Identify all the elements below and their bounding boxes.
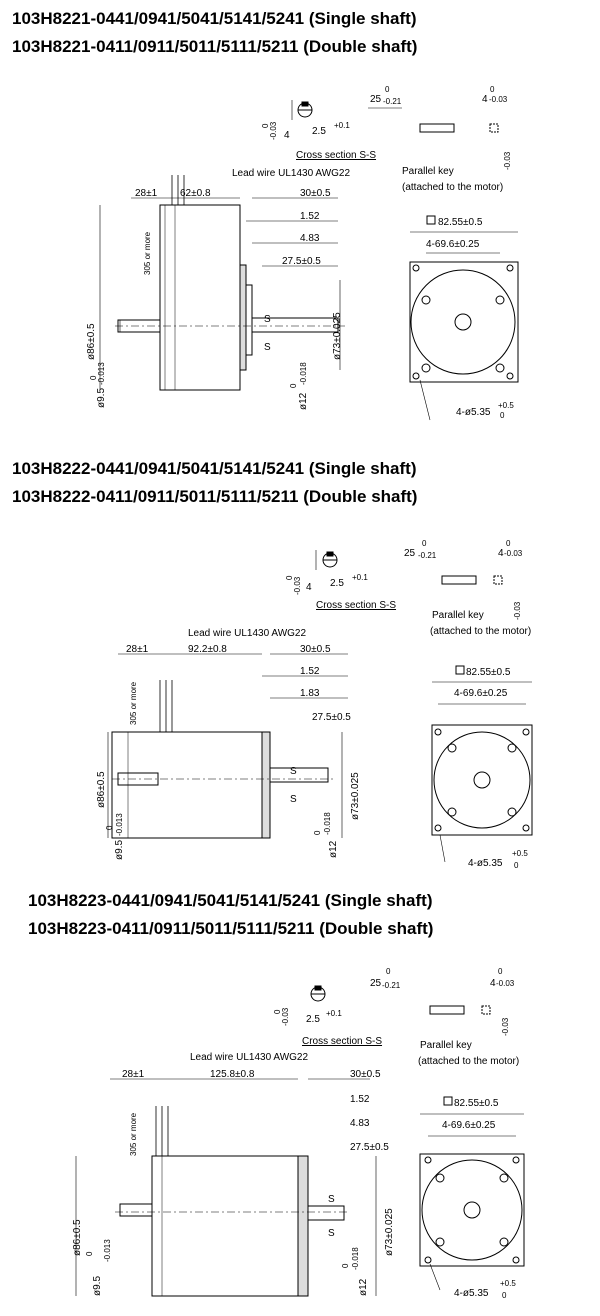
cross-section-view — [292, 100, 312, 120]
section-3-title-double: 103H8223-0411/0911/5011/5111/5211 (Double shaft) — [28, 919, 434, 938]
key-height-zero: 0 — [273, 1009, 282, 1014]
front-view — [410, 232, 518, 420]
mount-tol-top: +0.5 — [512, 849, 528, 858]
rear-shaft-dia: ø9.5 — [92, 1275, 103, 1296]
key-thk: 4 — [482, 94, 488, 105]
key-depth-tol: +0.1 — [326, 1009, 342, 1018]
key-height-zero: 0 — [261, 123, 270, 128]
key-length: 27.5±0.5 — [350, 1142, 389, 1153]
attached-label: (attached to the motor) — [418, 1056, 520, 1067]
body-length: 62±0.8 — [180, 188, 211, 199]
boss-depth: 1.83 — [300, 688, 320, 699]
key-thk-zero: 0 — [498, 967, 503, 976]
section-mark-lower: S — [328, 1228, 335, 1239]
rear-shaft-tol-top: 0 — [85, 1251, 94, 1256]
flange-square: 82.55±0.5 — [438, 217, 483, 228]
parallel-key-label: Parallel key — [432, 610, 484, 621]
shaft-tol-bot: -0.018 — [351, 1247, 360, 1270]
lead-drop: 305 or more — [143, 231, 152, 275]
pilot-diameter: ø73±0.025 — [332, 312, 343, 360]
hole-pitch: 4-69.6±0.25 — [442, 1120, 496, 1131]
key-depth-tol: +0.1 — [334, 121, 350, 130]
section-mark-upper: S — [290, 766, 297, 777]
hole-pitch: 4-69.6±0.25 — [454, 688, 508, 699]
motor-drawing-3 — [0, 876, 600, 1316]
rear-shaft-tol-bot: -0.013 — [97, 362, 106, 385]
drawing-section-3 — [0, 876, 600, 1316]
body-diameter: ø86±0.5 — [96, 771, 107, 808]
square-symbol — [456, 666, 464, 674]
mount-holes: 4-ø5.35 — [454, 1288, 489, 1299]
key-thk-tol: -0.03 — [504, 549, 523, 558]
lead-length: 28±1 — [122, 1069, 145, 1080]
key-length: 27.5±0.5 — [282, 256, 321, 267]
key-side-tol: -0.03 — [513, 601, 522, 620]
rear-shaft-tol-top: 0 — [105, 825, 114, 830]
key-width-tol: -0.21 — [382, 981, 401, 990]
body-length: 92.2±0.8 — [188, 644, 227, 655]
parallel-key-view — [442, 576, 502, 584]
rear-shaft-tol-bot: -0.013 — [115, 813, 124, 836]
key-height-label: 4 — [306, 582, 312, 593]
shaft-tol-top: 0 — [341, 1263, 350, 1268]
key-depth: 2.5 — [306, 1014, 320, 1025]
shaft-length: 30±0.5 — [350, 1069, 381, 1080]
key-height-tol: -0.03 — [293, 576, 302, 595]
drawing-section-2 — [0, 450, 600, 890]
front-view — [432, 682, 532, 862]
motor-drawing-1 — [0, 0, 600, 440]
key-width: 25 — [404, 548, 416, 559]
shaft-diameter: ø12 — [358, 1278, 369, 1296]
key-thk: 4 — [490, 978, 496, 989]
attached-label: (attached to the motor) — [430, 626, 532, 637]
shaft-length: 30±0.5 — [300, 644, 331, 655]
cross-section-label: Cross section S-S — [302, 1036, 383, 1047]
parallel-key-label: Parallel key — [420, 1040, 472, 1051]
side-view — [100, 175, 345, 390]
boss-depth: 4.83 — [300, 233, 320, 244]
body-diameter: ø86±0.5 — [86, 323, 97, 360]
section-mark-lower: S — [290, 794, 297, 805]
shaft-length: 30±0.5 — [300, 188, 331, 199]
key-side-tol: -0.03 — [503, 151, 512, 170]
key-length: 27.5±0.5 — [312, 712, 351, 723]
lead-drop: 305 or more — [129, 681, 138, 725]
mount-holes: 4-ø5.35 — [468, 858, 503, 869]
key-height-label: 4 — [284, 130, 290, 141]
shaft-tol-bot: -0.018 — [299, 362, 308, 385]
square-symbol — [427, 216, 435, 224]
body-length: 125.8±0.8 — [210, 1069, 255, 1080]
rear-shaft-dia: ø9.5 — [96, 387, 107, 408]
pilot-diameter: ø73±0.025 — [350, 772, 361, 820]
mount-tol-top: +0.5 — [500, 1279, 516, 1288]
key-depth: 2.5 — [330, 578, 344, 589]
shaft-tol-top: 0 — [313, 830, 322, 835]
flange-square: 82.55±0.5 — [454, 1098, 499, 1109]
body-diameter: ø86±0.5 — [72, 1219, 83, 1256]
shaft-tol-bot: -0.018 — [323, 812, 332, 835]
section-mark-upper: S — [328, 1194, 335, 1205]
mount-tol-bot: 0 — [514, 861, 519, 870]
rear-shaft-tol-bot: -0.013 — [103, 1239, 112, 1262]
rear-shaft-dia: ø9.5 — [114, 839, 125, 860]
attached-label: (attached to the motor) — [402, 182, 504, 193]
lead-wire-label: Lead wire UL1430 AWG22 — [232, 168, 351, 179]
pilot-diameter: ø73±0.025 — [384, 1208, 395, 1256]
key-depth: 2.5 — [312, 126, 326, 137]
key-depth-tol: +0.1 — [352, 573, 368, 582]
key-thk-tol: -0.03 — [489, 95, 508, 104]
flange-thickness: 1.52 — [350, 1094, 370, 1105]
section-2-title-single: 103H8222-0441/0941/5041/5141/5241 (Single shaft) — [12, 459, 417, 478]
shaft-tol-top: 0 — [289, 383, 298, 388]
cross-section-label: Cross section S-S — [316, 600, 397, 611]
key-height-tol: -0.03 — [281, 1007, 290, 1026]
key-thk-zero: 0 — [506, 539, 511, 548]
drawing-section-1 — [0, 0, 600, 440]
parallel-key-label: Parallel key — [402, 166, 454, 177]
mount-tol-top: +0.5 — [498, 401, 514, 410]
key-height-tol: -0.03 — [269, 121, 278, 140]
key-width-zero: 0 — [422, 539, 427, 548]
lead-wire-label: Lead wire UL1430 AWG22 — [190, 1052, 309, 1063]
mount-holes: 4-ø5.35 — [456, 407, 491, 418]
section-1-title-double: 103H8221-0411/0911/5011/5111/5211 (Double shaft) — [12, 37, 418, 56]
key-side-tol: -0.03 — [501, 1017, 510, 1036]
lead-drop: 305 or more — [129, 1112, 138, 1156]
lead-length: 28±1 — [126, 644, 149, 655]
section-mark-lower: S — [264, 342, 271, 353]
hole-pitch: 4-69.6±0.25 — [426, 239, 480, 250]
section-1-title-single: 103H8221-0441/0941/5041/5141/5241 (Single shaft) — [12, 9, 417, 28]
motor-drawing-2 — [0, 450, 600, 890]
key-width-tol: -0.21 — [383, 97, 402, 106]
key-thk: 4 — [498, 548, 504, 559]
section-2-title-double: 103H8222-0411/0911/5011/5111/5211 (Double shaft) — [12, 487, 418, 506]
flange-square: 82.55±0.5 — [466, 667, 511, 678]
section-3-title-single: 103H8223-0441/0941/5041/5141/5241 (Single shaft) — [28, 891, 433, 910]
mount-tol-bot: 0 — [502, 1291, 507, 1300]
section-mark-upper: S — [264, 314, 271, 325]
shaft-diameter: ø12 — [328, 840, 339, 858]
flange-thickness: 1.52 — [300, 666, 320, 677]
key-width-tol: -0.21 — [418, 551, 437, 560]
cross-section-view — [316, 550, 337, 570]
key-thk-tol: -0.03 — [496, 979, 515, 988]
shaft-diameter: ø12 — [298, 392, 309, 410]
key-width-zero: 0 — [386, 967, 391, 976]
square-symbol — [444, 1097, 452, 1105]
key-width: 25 — [370, 978, 382, 989]
cross-section-label: Cross section S-S — [296, 150, 377, 161]
cross-section-view — [311, 986, 325, 1001]
parallel-key-view — [368, 108, 498, 132]
mount-tol-bot: 0 — [500, 411, 505, 420]
key-width-zero: 0 — [385, 85, 390, 94]
key-height-zero: 0 — [285, 575, 294, 580]
front-view — [420, 1114, 524, 1290]
lead-wire-label: Lead wire UL1430 AWG22 — [188, 628, 307, 639]
boss-depth: 4.83 — [350, 1118, 370, 1129]
flange-thickness: 1.52 — [300, 211, 320, 222]
side-view — [108, 654, 348, 838]
lead-length: 28±1 — [135, 188, 158, 199]
key-width: 25 — [370, 94, 382, 105]
rear-shaft-tol-top: 0 — [89, 375, 98, 380]
key-thk-zero: 0 — [490, 85, 495, 94]
parallel-key-view — [430, 1006, 490, 1014]
side-view — [76, 1079, 376, 1296]
